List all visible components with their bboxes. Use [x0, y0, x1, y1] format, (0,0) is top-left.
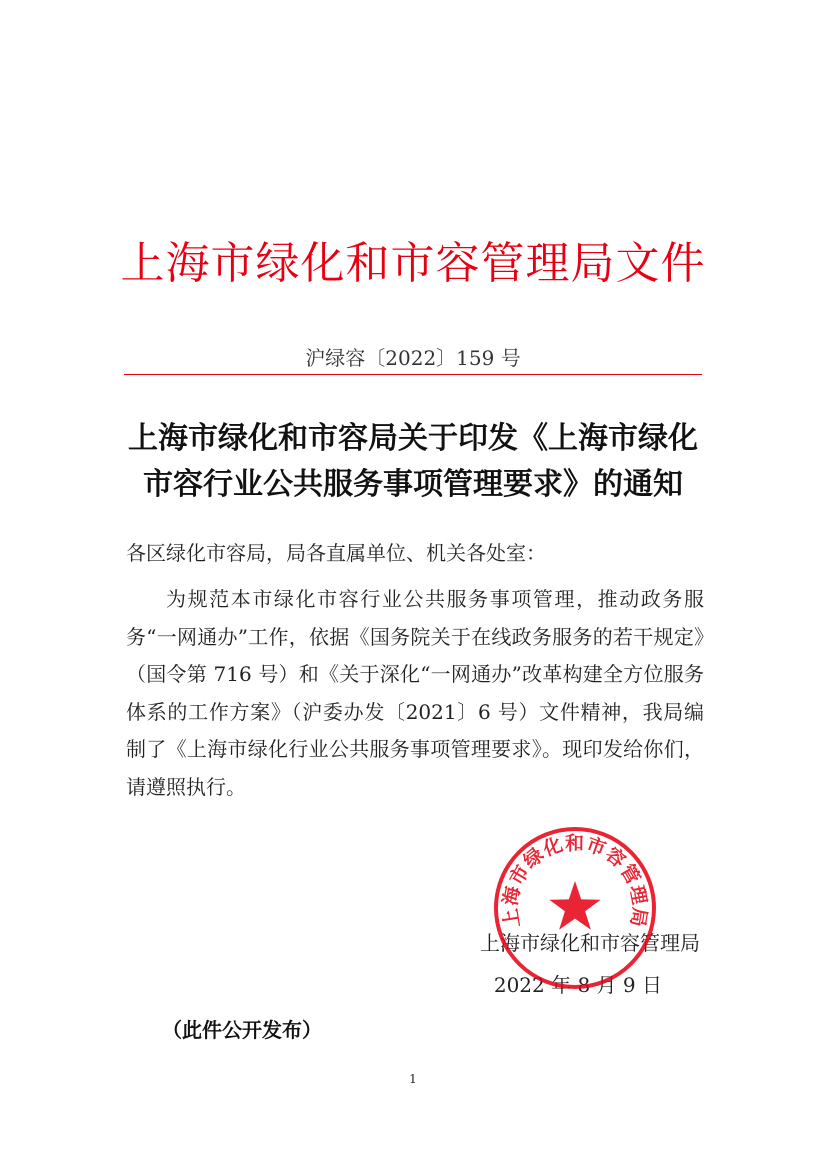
seal-star-icon	[549, 881, 600, 930]
document-number: 沪绿容〔2022〕159 号	[305, 346, 521, 370]
document-title-line-2: 市容行业公共服务事项管理要求》的通知	[143, 467, 683, 502]
document-title	[100, 416, 726, 508]
official-seal-icon	[492, 825, 658, 991]
signature-org: 上海市绿化和市容管理局	[480, 931, 700, 955]
document-title-line-1: 上海市绿化和市容局关于印发《上海市绿化	[128, 421, 698, 456]
red-divider	[124, 374, 702, 375]
salutation: 各区绿化市容局，局各直属单位、机关各处室：	[126, 541, 546, 565]
signature-date: 2022 年 8 月 9 日	[493, 973, 662, 997]
header-title: 上海市绿化和市容管理局文件	[120, 238, 706, 289]
body-paragraph: 为规范本市绿化市容行业公共服务事项管理，推动政务服务“一网通办”工作，依据《国务院关于在线政务服务的若干规定》（国令第 716 号）和《关于深化“一网通办”改革构建全方位服务体系的工作方案》（沪委办发〔2021〕6 号）文件精神，我局编制了《上海市绿化行业公共服务事项管理要求》。现印发给你们，请遵照执行。	[126, 587, 704, 799]
page-number: 1	[409, 1072, 417, 1086]
public-release-note: （此件公开发布）	[162, 1018, 322, 1042]
seal-text: 上海市绿化和市容管理局	[499, 832, 651, 930]
